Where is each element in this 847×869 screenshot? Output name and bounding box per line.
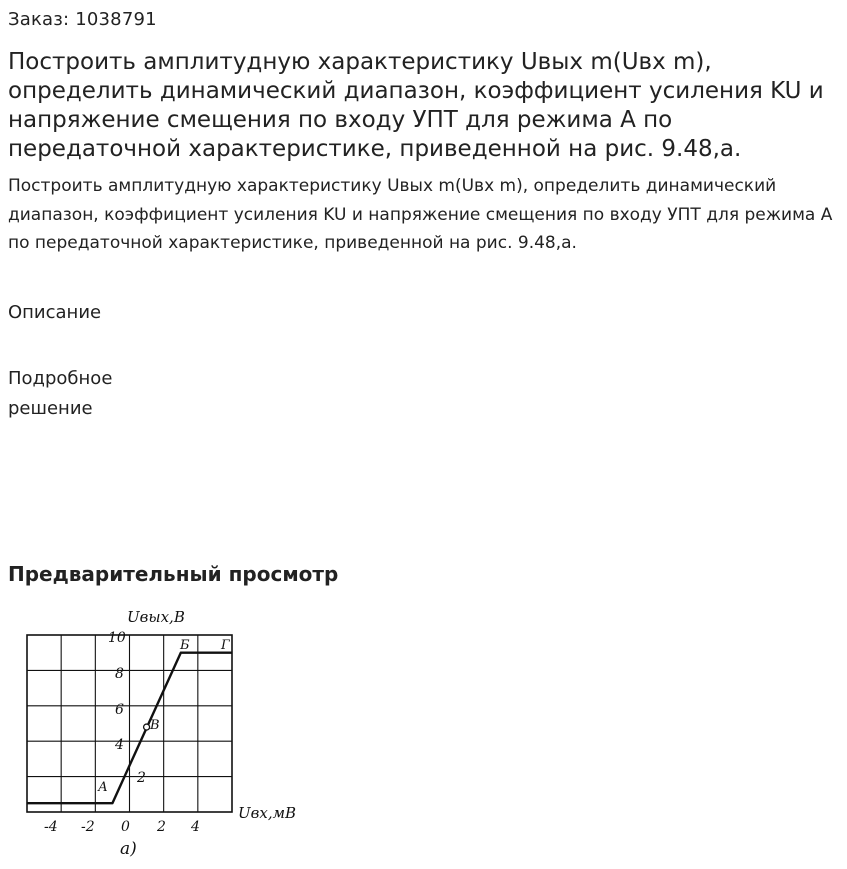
order-number: Заказ: 1038791 — [8, 9, 157, 30]
x-tick-neg4: -4 — [44, 819, 58, 835]
point-label-Г: Г — [221, 638, 230, 653]
operating-point-marker — [144, 724, 150, 730]
x-tick-neg2: -2 — [81, 819, 95, 835]
grid-lines — [27, 635, 232, 812]
figure-svg — [0, 600, 310, 869]
description-heading: Описание — [8, 302, 102, 323]
y-axis-label: Uвых,В — [127, 608, 185, 626]
preview-heading: Предварительный просмотр — [8, 562, 339, 586]
y-tick-2: 2 — [137, 770, 146, 786]
figure-caption: а) — [120, 839, 137, 859]
y-tick-6: 6 — [115, 702, 124, 718]
x-tick-labels — [44, 819, 200, 835]
y-tick-10: 10 — [108, 630, 126, 646]
y-tick-labels — [108, 630, 146, 786]
y-tick-4: 4 — [115, 737, 124, 753]
x-tick-2: 2 — [157, 819, 166, 835]
task-description: Построить амплитудную характеристику Uвых m(Uвх m), определить динамический диапазон, коэффициент усиления KU и напряжение смещения по входу УПТ для режима А по передаточной характеристике, приведенной на рис. 9.48,а. — [8, 176, 833, 253]
x-tick-4: 4 — [191, 819, 200, 835]
transfer-characteristic-figure — [0, 600, 310, 869]
x-axis-label: Uвх,мВ — [238, 804, 297, 822]
point-label-A: А — [98, 780, 108, 795]
point-label-B: В — [150, 718, 160, 733]
solution-heading: Подробное решение — [8, 368, 113, 419]
x-tick-0: 0 — [121, 819, 130, 835]
point-label-Б: Б — [180, 638, 190, 653]
y-tick-8: 8 — [115, 666, 124, 682]
task-title: Построить амплитудную характеристику Uвых m(Uвх m), определить динамический диапазон, коэффициент усиления KU и напряжение смещения по входу УПТ для режима А по передаточной характеристике, приведенной на рис. 9.48,а. — [8, 49, 824, 162]
